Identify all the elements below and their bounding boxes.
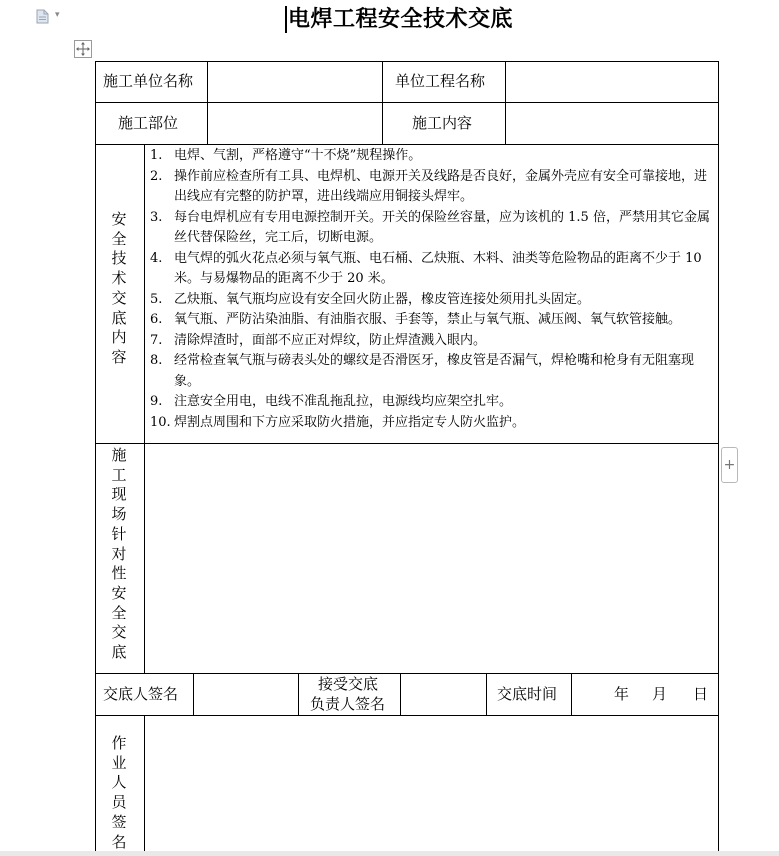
add-column-icon[interactable]: + bbox=[721, 447, 738, 483]
item-number: 9. bbox=[150, 394, 163, 409]
receiver-label-line2: 负责人签名 bbox=[310, 695, 386, 713]
chevron-down-icon[interactable]: ▾ bbox=[55, 10, 60, 20]
item-text: 电气焊的弧火花点必须与氧气瓶、电石桶、乙炔瓶、木料、油类等危险物品的距离不少于 10 米。与易爆物品的距离不少于 20 米。 bbox=[174, 250, 702, 286]
text-cursor bbox=[285, 6, 287, 33]
safety-content-label: 安全技术交底内容 bbox=[111, 210, 127, 366]
list-item bbox=[150, 392, 715, 413]
item-text: 每台电焊机应有专用电源控制开关。开关的保险丝容量，应为该机的 1.5 倍，严禁用其它金属丝代替保险丝，完工后，切断电源。 bbox=[174, 209, 710, 245]
item-number: 6. bbox=[150, 312, 163, 327]
list-item bbox=[150, 146, 715, 167]
item-text: 乙炔瓶、氧气瓶均应设有安全回火防止器，橡皮管连接处须用扎头固定。 bbox=[174, 291, 591, 307]
list-item bbox=[150, 249, 715, 290]
list-item bbox=[150, 208, 715, 249]
location-field[interactable] bbox=[208, 103, 382, 144]
unit-name-label: 施工单位名称 bbox=[103, 72, 194, 90]
item-number: 7. bbox=[150, 332, 163, 348]
item-number: 2. bbox=[150, 168, 163, 184]
issuer-signature-label: 交底人签名 bbox=[103, 685, 179, 703]
list-item bbox=[150, 351, 715, 392]
item-text: 经常检查氧气瓶与磅表头处的螺纹是否滑医牙，橡皮管是否漏气，焊枪嘴和枪身有无阻塞现象。 bbox=[174, 353, 695, 389]
page-title: 电焊工程安全技术交底 bbox=[288, 6, 514, 32]
year-label: 年 bbox=[614, 685, 630, 703]
work-content-field[interactable] bbox=[506, 103, 718, 144]
move-handle-icon[interactable] bbox=[74, 40, 92, 58]
item-number: 5. bbox=[150, 291, 163, 307]
item-text: 注意安全用电，电线不准乱拖乱拉，电源线均应架空扎牢。 bbox=[174, 394, 513, 409]
receiver-label-line1: 接受交底 bbox=[318, 675, 379, 693]
month-label: 月 bbox=[652, 685, 668, 703]
item-number: 8. bbox=[150, 353, 163, 368]
item-number: 1. bbox=[150, 148, 163, 163]
safety-items-list[interactable] bbox=[150, 146, 715, 433]
workers-signature-field[interactable] bbox=[145, 716, 718, 856]
item-text: 电焊、气割，严格遵守“十不烧”规程操作。 bbox=[174, 148, 422, 163]
item-number: 10. bbox=[150, 414, 171, 430]
item-number: 4. bbox=[150, 250, 163, 266]
project-name-label: 单位工程名称 bbox=[395, 72, 486, 90]
receiver-signature-field[interactable] bbox=[401, 674, 486, 715]
workers-signature-label: 作业人员签名 bbox=[111, 734, 127, 851]
item-text: 焊割点周围和下方应采取防火措施，并应指定专人防火监护。 bbox=[174, 414, 526, 430]
list-item bbox=[150, 331, 715, 352]
project-name-field[interactable] bbox=[506, 62, 718, 102]
list-item bbox=[150, 310, 715, 331]
work-content-label: 施工内容 bbox=[412, 114, 473, 132]
site-safety-field[interactable] bbox=[145, 444, 718, 673]
issuer-signature-field[interactable] bbox=[194, 674, 298, 715]
list-item bbox=[150, 290, 715, 311]
list-item bbox=[150, 413, 715, 434]
unit-name-field[interactable] bbox=[208, 62, 382, 102]
item-text: 清除焊渣时，面部不应正对焊纹，防止焊渣溅入眼内。 bbox=[174, 332, 487, 348]
item-number: 3. bbox=[150, 209, 163, 225]
item-text: 操作前应检查所有工具、电焊机、电源开关及线路是否良好，金属外壳应有安全可靠接地，进出线应有完整的防护罩，进出线端应用铜接头焊牢。 bbox=[174, 168, 708, 204]
briefing-date-field[interactable] bbox=[572, 674, 718, 715]
day-label: 日 bbox=[693, 685, 709, 703]
item-text: 氧气瓶、严防沾染油脂、有油脂衣服、手套等，禁止与氧气瓶、减压阀、氧气软管接触。 bbox=[174, 312, 682, 327]
page-bottom-gap bbox=[0, 851, 779, 856]
site-safety-label: 施工现场针对性安全交底 bbox=[111, 446, 127, 662]
document-icon[interactable] bbox=[36, 9, 49, 24]
briefing-time-label: 交底时间 bbox=[497, 685, 558, 703]
location-label: 施工部位 bbox=[118, 114, 179, 132]
list-item bbox=[150, 167, 715, 208]
